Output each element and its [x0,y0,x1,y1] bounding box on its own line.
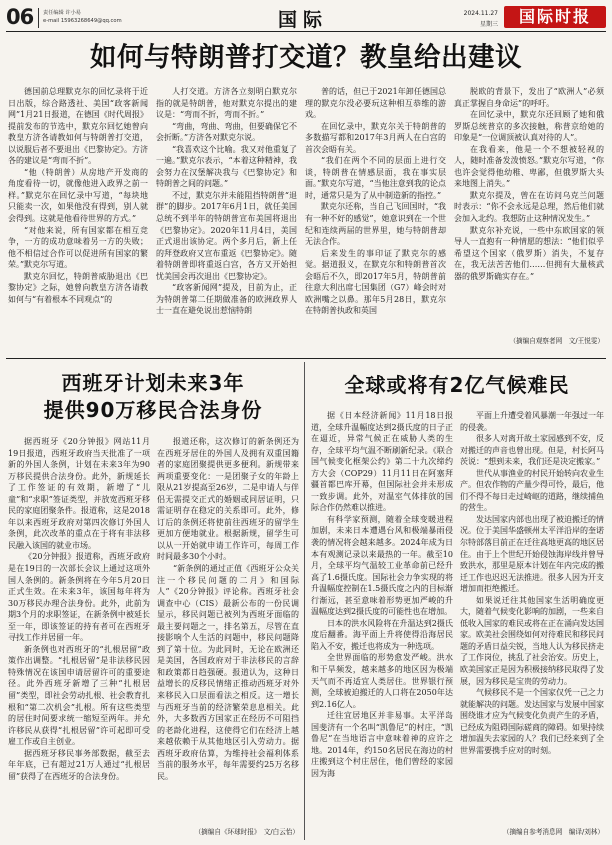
masthead-divider [38,8,39,28]
top-article-col-2 [156,86,297,353]
paragraph: 全世界面临的形势愈发严峻。洪水和干旱频发，越来越多的地区因为极端天气而不再适宜人类居住。世界银行预测，全球被迫搬迁的人口将在2050年达到2.16亿人。 [311,653,453,709]
paragraph: 人打交道。方济各立刻明白默克尔指的就是特朗普，他对默克尔提出的建议是：“弯而不折，弯而不折。” [156,87,297,120]
email-line: e-mail 15963268649@qq.com [43,18,122,24]
left-article-signature: （摘编自《环球时报》 文/白云怡） [194,828,299,836]
paragraph: 如果说迁往其他国家生活明确度更大，随着气候变化影响的加剧，一些来自低收入国家的难民或将在正在涌向发达国家。欧美社会围绕如何对待难民和移民问题的矛盾日益尖锐，当地人认为移民挤走了工作岗位，挑乱了社会治安。历史上，欧美国家正是因为积极接纳移民取得了发展，因为移民是宝贵的劳动力。 [460,595,604,686]
paragraph: “对他来说，所有国家都在相互竞争，一方的成功意味着另一方的失败；他不相信过合作可以促进所有国家的繁荣。”默克尔写道。 [8,225,148,270]
paragraph: 默克尔还称，当自己飞回国时，“我有一种不好的感觉”，她意识到在一个世纪和连续两届的世界里，她与特朗普却无法合作。 [305,202,446,247]
right-article-col-1 [311,410,453,836]
paragraph: 《20分钟报》报道称，西班牙政府是在19日的一次部长会议上通过这项外国人条例的。新条例将在今年5月20日正式生效。在未来3年，该国每年将为30万移民办理合法身份。此外，此前为期3个月的求职签证，在新条例中被延长至一年，即该签证的持有者可在西班牙寻找工作并居留一年。 [8,552,150,643]
paragraph: 默克尔提及，曾在在访问乌克兰问题时表示：“你不会永远是总理，然后他们就会加入北约。我想防止这种情况发生。” [454,190,604,224]
right-article-headline: 全球或将有2亿气候难民 [344,373,570,397]
left-article-headline-line-1: 西班牙计划未来3年 [61,371,245,395]
paragraph: 在我看来，他是一个不想被轻视的人，随时准备发泼愤怒。”默克尔写道，“你也许会觉得他幼稚、卑鄙，但俄罗斯大头来地图上消失。” [454,144,604,189]
paragraph: 平面上升遭受着风暴潮一年强过一年的侵袭。 [460,411,604,432]
issue-date: 2024.11.27 [463,10,498,17]
issue-weekday: 星期三 [479,21,498,28]
paragraph: 德国前总理默克尔的回忆录将于近日出版，综合路透社、美国“政客新闻网”1月21日报道，在德国《时代周报》提前发布的节选中，默克尔回忆她曾向教皇方济各请教如何与特朗普打交道，以说服后者不要退出《巴黎协定》。方济各的建议是“弯而不折”。 [8,87,148,166]
paragraph: 普的话，但已于2021年卸任德国总理的默克尔没必要玩这种相互恭维的游戏。 [305,87,446,120]
paragraph: 日本的洪水风险将在升温达到2摄氏度后翻番。海平面上升将使得沿海居民陷入不安，搬迁也将成为一种选项。 [311,618,453,651]
top-article-col-4 [454,86,604,328]
paragraph: 据西班牙《20分钟报》网站11月19日报道，西班牙政府当天批准了一项新的外国人条例，计划在未来3年为90万移民提供合法身份。此外，新规延长了工作签证的有效期，新增了“儿童”和“求职”签证类型，并放宽西班牙移民的家庭团聚条件。报道称，这是2018年以来西班牙政府对第四次修订外国人条例，此次改革的重点在于将有非法移民融入该国的就业市场。 [8,437,150,550]
left-article-headline-line-2: 提供90万移民合法身份 [43,398,263,422]
paper-logo: 国际时报 [504,6,606,28]
right-article-col-2 [460,410,604,824]
paragraph: 脱欧的背景下，发出了“欧洲人”必须真正掌握自身命运”的呼吁。 [454,87,604,108]
masthead [6,4,606,32]
right-article-signature: （摘编自参考消息网 编译/刘林） [502,828,604,836]
paragraph: 后来发生的事印证了默克尔的感觉。据道报义，在默克尔和特朗普首次会晤后不久，即2017年5月，特朗普前往意大利出席七国集团（G7）峰会时对欧洲嘴之以鼻。那年5月28日，默克尔在特朗普执政和英国 [305,248,446,316]
paragraph: 气候移民不是一个国家仅凭一己之力就能解决的问题。发达国家与发展中国家围绕谁才应为气候变化负责产生的矛盾，已经成为阻碍国际磋商的障碍。如果持续增加温失去家园的人？我们已经来到了全世界需要携手应对的时刻。 [460,688,604,755]
paragraph: 据西班牙移民事务部数据，截至去年年底，已有超过21万人通过“扎根居留”获得了在西班牙的合法身份。 [8,748,150,781]
paragraph: 据《日本经济新闻》11月18日报道，全球升温幅度达到2摄氏度的日子正在逼近，异常气候正在威胁人类的生存，全球平均气温不断刷新纪录。《联合国气候变化框架公约》第二十九次缔约方大会（COP29）11月11日在阿塞拜疆首都巴库开幕，但国际社会并未形成一致步调。此外，对温室气体排放的国际合作仍然难以推进。 [311,411,453,513]
paragraph: 新条例也对西班牙的“扎根居留”政策作出调整。“扎根居留”是非法移民因特殊情况在该国申请居留许可的重要途径。此外西班牙新增了三种“扎根居留”类型，即社会劳动扎根、社会教育扎根和“第二次机会”扎根。所有这些类型的居住时间要求统一缩短至两年。并允许移民从获得“扎根居留”许可起即可受雇工作或自主创业。 [8,644,150,747]
left-article-col-2 [157,436,299,824]
paragraph: 世代从事渔业的村民开始转向农业生产。但农作物的产量少得可怜，最后，他们不得不每日走过崎岖的道路，继续捕鱼的营生。 [460,468,604,513]
paragraph: “弯曲，弯曲、弯曲，但要确保它不会折断。”方济各对默克尔说。 [156,121,297,143]
paragraph: “新条例的通过正值《西班牙公众关注一个移民问题的二月》和国际人”《20分钟报》评论称。西班牙社会调查中心（CIS）最新公布的一份民调显示，移民问题已被列为西班牙面临的最主要问题之一，排名第五，尽管在直接影响个人生活的问题中，移民问题降到了第十位。为此同时，无论在欧洲还是美国，各国政府对于非法移民的言辞和政策都日趋强硬。报道认为，这种日益增长的反移民情绪正推动西班牙对外来移民入口层面看法之相反。这一增长与西班牙当前的经济繁荣息息相关。此外，大多数西方国家正在经历不可阻挡的老龄化进程，这使得它们在经济上越来越依赖于从其他地区引入劳动力。据西班牙政府估算，为维持社会福利体系当前的服务水平，每年需要约25万名移民。 [157,564,299,781]
paragraph: 有科学家预测，随着全球变暖进程加剧，未来日本遭遇台风和极端暴雨侵袭的情况将会越来越多。2024年成为日本有观测记录以来最热的一年。截至10月，全球平均气温较工业革命前已经升高了1.6摄氏度。国际社会力争实现的将升温幅度控制在1.5摄氏度之内的目标渐行渐远，甚至意味着形势更加严峻的升温幅度达到2摄氏度的可能性也在增加。 [311,514,453,617]
paragraph: 发达国家内部也出现了被迫搬迁的情况。位于美国华盛顿州太平洋沿岸的奎诺尔特部落目前正在迁往高地更高的地区居住。由于上个世纪开始侵蚀海岸线并曾导致洪水，那里是原本计划在年内完成的搬迁工作也迟迟无法推进。很多人因为开支增加而拒绝搬迁。 [460,514,604,594]
top-article-col-1 [8,86,148,353]
paragraph: 在回忆录中，默克尔还回顾了她和俄罗斯总统普京的多次接触，称普京给她的印象是“一位调顶被认真对待的人”。 [454,110,604,143]
left-article-col-1 [8,436,150,836]
page-number: 06 [6,5,34,29]
top-article-col-3 [305,86,446,353]
paragraph: 很多人对离开故土家园感到不安，反对搬迁的声音也曾出现。但是，村长阿马茨说：“想到未来，我们还是决定搬家。” [460,434,604,467]
paragraph: “我喜欢这个比喻。我又对他重复了一遍。”默克尔表示，“本着这种精神，我会努力在汉堡解决我与《巴黎协定》和特朗普之间的问题。” [156,144,297,189]
paragraph: 默克尔补充说，一些中东欧国家的领导人一直抱有一种情愿的想法：“他们似乎希望这个国家（俄罗斯）消失，不复存在，我无法苦苦他们……但拥有大量核武器的俄罗斯确实存在。” [454,225,604,281]
paragraph: “我们在两个不同的层面上进行交谈，特朗普在情感层面，我在事实层面。”默克尔写道，“当他注意到我的论点时，通常只是为了从中制造新的指控。” [305,156,446,200]
paragraph: 在回忆录中，默克尔关于特朗普的多数描写都和2017年3月两人在白宫的首次会晤有关。 [305,121,446,154]
top-article-signature: （摘编自观察者网 文/王悦雯） [509,337,604,345]
editor-line: 责任编辑 许小易 [43,10,81,16]
paragraph: 不过，默克尔并未能阻挡特朗普“退群”的脚步。2017年6月1日，就任美国总统不到半年的特朗普宣布美国将退出《巴黎协定》。2020年11月4日，美国正式退出该协定。两个多月后，新上任的拜登政府又宣布重返《巴黎协定》。随着特朗普即将重返白宫，各方又开始担忧美国会再次退出《巴黎协定》。 [156,190,297,281]
paragraph: 报道还称，这次修订的新条例还为在西班牙居住的外国人及拥有双重国籍者的家庭团聚提供更多便利。新规带来两项重要变化：一是团聚子女的年龄上限从21岁提高至26岁，二是申请人与伴侣无需提交正式的婚姻或同居证明，只需证明存在稳定的关系即可。此外，修订后的条例还将使前往西班牙的留学生更加方便地就业。根据新规，留学生可以从一开始就申请工作许可，每周工作时间最多30个小时。 [157,437,299,562]
column-divider [304,362,305,840]
paragraph: 迁往宜居地区并非易事。太平洋岛国斐济有一个名叫“凯鲁尼”的村庄，“凯鲁尼”在当地语言中意味着神的应许之地。2014年，约150名居民在海边的村庄搬到这个村庄居住，他们曾经的家园因为海 [311,711,453,778]
top-article-headline: 如何与特朗普打交道？教皇给出建议 [90,42,522,73]
section-divider [6,358,606,359]
paragraph: “他（特朗普）从房地产开发商的角度看待一切，就像他进入政界之前一样。”默克尔在回忆录中写道，“每块地只能卖一次，如果他没有得到，别人就会得到。这就是他看待世界的方式。” [8,167,148,224]
paragraph: “政客新闻网”提及，目前为止，正为特朗普第二任期做准备的欧洲政界人士一直在避免说出惹恼特朗 [156,283,297,316]
paragraph: 默克尔回忆，特朗普威胁退出《巴黎协定》之际，她曾向教皇方济各请教如何与“有着根本不同观点”的 [8,271,148,304]
section-title: 国际 [278,9,329,31]
